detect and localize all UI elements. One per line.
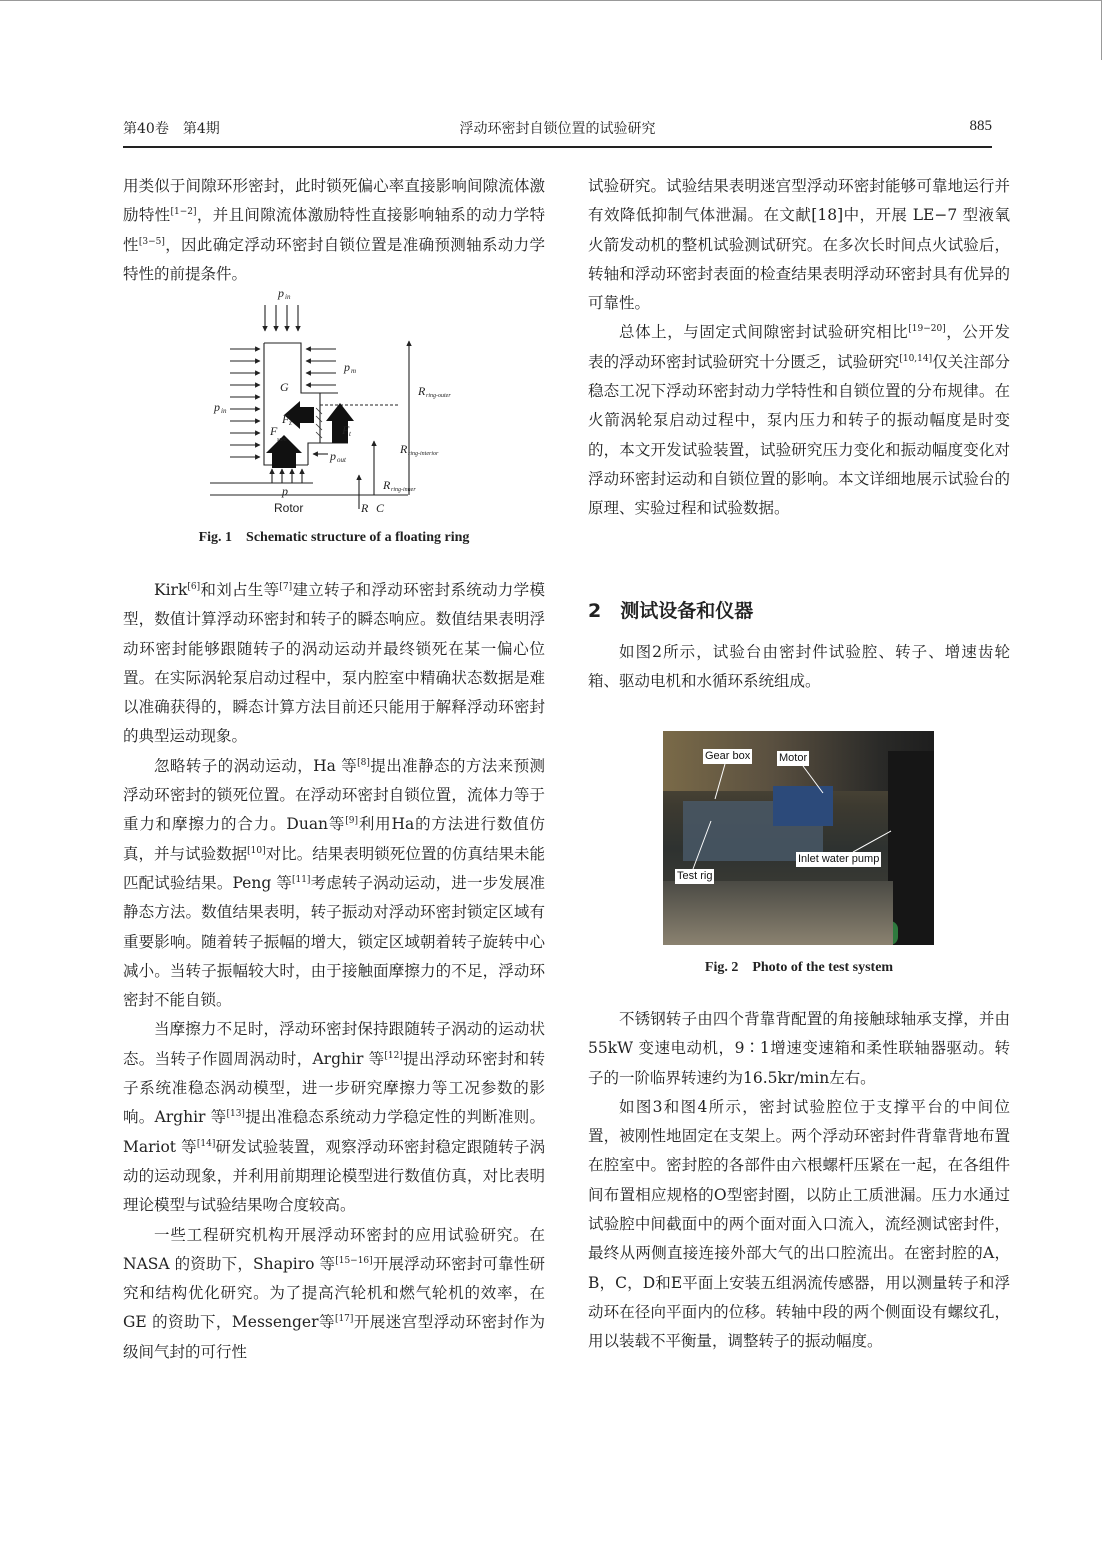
label-sub: sum (277, 437, 287, 443)
citation: [17] (334, 1314, 354, 1325)
label-fsum: F (270, 424, 278, 438)
page-number: 885 (969, 118, 992, 134)
citation: [11] (291, 874, 311, 885)
right-col-top (588, 172, 1010, 524)
label-ft: F (342, 423, 350, 437)
paragraph (123, 576, 545, 752)
label-p-in-left: p (214, 400, 220, 414)
label-sub: ring-outer (426, 393, 451, 399)
header-volume: 第40卷 第4期 (123, 121, 220, 137)
paragraph (123, 1221, 545, 1367)
text: 提出准静态的方法来预测浮动环密封的锁死位置。在浮动环密封自锁位置，流体力等于重力和摩擦力的合力。Duan等 (123, 756, 545, 834)
label-rotor: Rotor (274, 501, 304, 515)
crop-mark-top (0, 0, 1102, 1)
label-r: R (361, 501, 369, 515)
text: 一些工程研究机构开展浮动环密封的应用试验研究。在 NASA 的资助下，Shapiro 等 (123, 1225, 545, 1273)
citation: [14] (196, 1138, 216, 1149)
paragraph (123, 1015, 545, 1220)
text: ，公开发表的浮动环密封试验研究十分匮乏，试验研究 (588, 323, 1010, 371)
text: 提出准稳态系统动力学稳定性的判断准则。Mariot 等 (123, 1108, 545, 1156)
text: 忽略转子的涡动运动，Ha 等 (154, 756, 358, 775)
label-fz: F (282, 412, 290, 426)
paragraph: 不锈钢转子由四个背靠背配置的角接触球轴承支撑，并由55kW 变速电动机，9∶1增速变速箱和柔性联轴器驱动。转子的一阶临界转速约为16.5kr/min左右。 (588, 1010, 1010, 1087)
paragraph (123, 752, 545, 1016)
header-title: 浮动环密封自锁位置的试验研究 (459, 121, 656, 137)
citation: [3−5] (138, 236, 165, 247)
paragraph: 如图2所示，试验台由密封件试验腔、转子、增速齿轮箱、驱动电机和水循环系统组成。 (588, 643, 1010, 691)
text: 开展迷宫型浮动环密封作为级间气封的可行性 (123, 1313, 545, 1361)
text: Kirk (154, 581, 188, 599)
label-r-inner: R (383, 478, 391, 492)
label-sub: in (221, 407, 227, 415)
text: 仅关注部分稳态工况下浮动环密封动力学特性和自锁位置的分布规律。在火箭涡轮泵启动过程中，泵内压力和转子的振动幅度是时变的，本文开发试验装置，试验研究压力变化和振动幅度变化对浮动环密封运动和自锁位置的影响。本文详细地展示试验台的原理、实验过程和试验数据。 (588, 352, 1010, 518)
label-sub: ring-inner (391, 487, 416, 493)
paragraph: 试验研究。试验结果表明迷宫型浮动环密封能够可靠地运行并有效降低抑制气体泄漏。在文献[18]中，开展 LE−7 型液氧火箭发动机的整机试验测试研究。在多次长时间点火试验后，转轴和浮动环密封表面的检查结果表明浮动环密封具有优异的可靠性。 (588, 177, 1010, 313)
text: 建立转子和浮动环密封系统动力学模型，数值计算浮动环密封和转子的瞬态响应。数值结果表明浮动环密封能够跟随转子的涡动运动并最终锁死在某一偏心位置。在实际涡轮泵启动过程中，泵内腔室中精确状态数据是难以准确获得的，瞬态计算方法目前还只能用于解释浮动环密封的典型运动现象。 (123, 581, 545, 746)
right-col-bottom (588, 1005, 1010, 1357)
citation: [10,14] (899, 353, 933, 364)
running-header (123, 118, 992, 140)
label-sub: ring-interior (408, 451, 439, 457)
citation: [1−2] (170, 207, 197, 218)
label-gearbox: Gear box (705, 750, 751, 762)
left-col-bottom (123, 576, 545, 1367)
label-c: C (376, 501, 385, 515)
label-inlet-pump: Inlet water pump (798, 853, 880, 865)
section-heading: 2 测试设备和仪器 (588, 600, 754, 622)
label-g: G (280, 380, 289, 394)
citation: [9] (345, 816, 358, 827)
text: 考虑转子涡动运动，进一步发展准静态方法。数值结果表明，转子振动对浮动环密封锁定区域有重要影响。随着转子振幅的增大，锁定区域朝着转子旋转中心减小。当转子振幅较大时，由于接触面摩擦力的不足，浮动环密封不能自锁。 (123, 873, 545, 1010)
text: 开展浮动环密封可靠性研究和结构优化研究。为了提高汽轮机和燃气轮机的效率，在 GE 的资助下，Messenger等 (123, 1254, 545, 1332)
label-p-out: p (330, 449, 336, 463)
label-test-rig: Test rig (677, 870, 713, 882)
text: 和刘占生等 (200, 581, 280, 599)
citation: [13] (226, 1109, 245, 1120)
label-motor: Motor (779, 752, 808, 764)
figure-2-caption: Fig. 2 Photo of the test system (704, 960, 894, 975)
label-p-m: p (344, 360, 350, 374)
text: 研发试验装置，观察浮动环密封稳定跟随转子涡动的运动现象，并利用前期理论模型进行数值仿真，对比表明理论模型与试验结果吻合度较高。 (123, 1137, 545, 1215)
citation: [19−20] (908, 324, 946, 335)
citation: [12] (384, 1050, 403, 1061)
right-col-intro (588, 638, 1010, 697)
floating-ring-schematic (208, 283, 468, 518)
header-rule (123, 146, 992, 148)
citation: [10] (247, 845, 266, 856)
paragraph: 如图3和图4所示，密封试验腔位于支撑平台的中间位置，被刚性地固定在支架上。两个浮动环密封件背靠背地布置在腔室中。密封腔的各部件由六根螺杆压紧在一起，在各组件间布置相应规格的O型密封圈，以防止工质泄漏。压力水通过试验腔中间截面中的两个面对面入口流入，流经测试密封件，最终从两侧直接连接外部大气的出口腔流出。在密封腔的A，B，C，D和E平面上安装五组涡流传感器，用以测量转子和浮动环在径向平面内的位移。转轴中段的两个侧面设有螺纹孔，用以装载不平衡量，调整转子的振动幅度。 (588, 1097, 1010, 1351)
photo-leader-lines (663, 731, 934, 945)
text: 利用Ha的方法进行数值仿真，并与试验数据 (123, 815, 545, 863)
figure-1-caption: Fig. 1 Schematic structure of a floating ring (198, 530, 470, 545)
label-sub: t (349, 430, 351, 438)
paragraph (588, 318, 1010, 523)
label-r-interior: R (400, 442, 408, 456)
text: 提出浮动环密封和转子系统准稳态涡动模型，进一步研究摩擦力等工况参数的影响。Arghir 等 (123, 1049, 545, 1127)
label-p: p (282, 484, 288, 498)
citation: [15−16] (335, 1255, 373, 1266)
left-col-top (123, 172, 545, 289)
paragraph (123, 172, 545, 289)
text: ，并且间隙流体激励特性直接影响轴系的动力学特性 (123, 206, 545, 254)
citation: [8] (357, 757, 370, 768)
text: 总体上，与固定式间隙密封试验研究相比 (619, 323, 909, 342)
citation: [7] (279, 581, 293, 592)
citation: [6] (187, 581, 201, 592)
test-system-photo (663, 731, 934, 945)
label-p-in-top: p (278, 286, 284, 300)
text: ，因此确定浮动环密封自锁位置是准确预测轴系动力学特性的前提条件。 (123, 235, 545, 283)
label-sub: m (351, 367, 357, 375)
label-sub: z (289, 419, 292, 427)
text: 当摩擦力不足时，浮动环密封保持跟随转子涡动的运动状态。当转子作圆周涡动时，Arghir 等 (123, 1020, 545, 1068)
label-sub: in (285, 293, 291, 301)
label-r-outer: R (418, 384, 426, 398)
text: 用类似于间隙环形密封，此时锁死偏心率直接影响间隙流体激励特性 (123, 177, 545, 225)
text: 对比。结果表明锁死位置的仿真结果未能匹配试验结果。Peng 等 (123, 844, 545, 892)
label-sub: out (337, 456, 346, 464)
